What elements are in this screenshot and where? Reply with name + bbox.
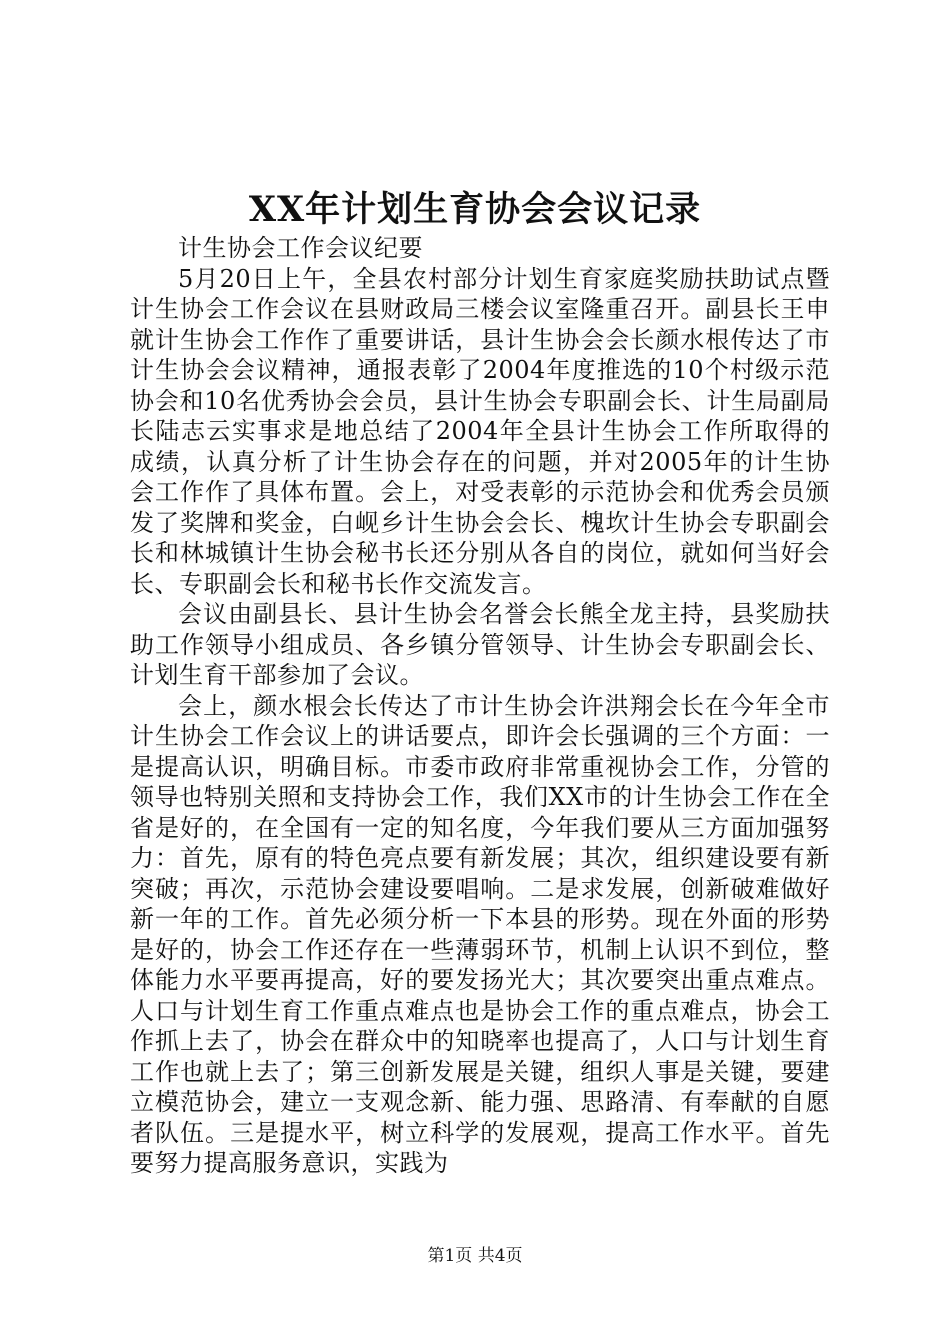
document-body bbox=[130, 233, 830, 1179]
page-number-footer: 第1页 共4页 bbox=[427, 1246, 523, 1266]
paragraph-meeting-summary: 5月20日上午，全县农村部分计划生育家庭奖励扶助试点暨计生协会工作会议在县财政局三楼会议室隆重召开。副县长王申就计生协会工作作了重要讲话，县计生协会会长颜水根传达了市计生协会会议精神，通报表彰了2004年度推选的10个村级示范协会和10名优秀协会会员，县计生协会专职副会长、计生局副局长陆志云实事求是地总结了2004年全县计生协会工作所取得的成绩，认真分析了计生协会存在的问题，并对2005年的计生协会工作作了具体布置。会上，对受表彰的示范协会和优秀会员颁发了奖牌和奖金，白岘乡计生协会会长、槐坎计生协会专职副会长和林城镇计生协会秘书长还分别从各自的岗位，就如何当好会长、专职副会长和秘书长作交流发言。 bbox=[130, 264, 830, 598]
document-title: XX年计划生育协会会议记录 bbox=[248, 189, 702, 230]
paragraph-subtitle: 计生协会工作会议纪要 bbox=[178, 234, 423, 262]
paragraph-attendees: 会议由副县长、县计生协会名誉会长熊全龙主持，县奖励扶助工作领导小组成员、各乡镇分管领导、计生协会专职副会长、计划生育干部参加了会议。 bbox=[130, 600, 830, 689]
paragraph-speech-points: 会上，颜水根会长传达了市计生协会许洪翔会长在今年全市计生协会工作会议上的讲话要点，即许会长强调的三个方面：一是提高认识，明确目标。市委市政府非常重视协会工作，分管的领导也特别关照和支持协会工作，我们XX市的计生协会工作在全省是好的，在全国有一定的知名度，今年我们要从三方面加强努力：首先，原有的特色亮点要有新发展；其次，组织建设要有新突破；再次，示范协会建设要唱响。二是求发展，创新破难做好新一年的工作。首先必须分析一下本县的形势。现在外面的形势是好的，协会工作还存在一些薄弱环节，机制上认识不到位，整体能力水平要再提高，好的要发扬光大；其次要突出重点难点。人口与计划生育工作重点难点也是协会工作的重点难点，协会工作抓上去了，协会在群众中的知晓率也提高了，人口与计划生育工作也就上去了；第三创新发展是关键，组织人事是关键，要建立模范协会，建立一支观念新、能力强、思路清、有奉献的自愿者队伍。三是提水平，树立科学的发展观，提高工作水平。首先要努力提高服务意识，实践为 bbox=[130, 691, 830, 1177]
